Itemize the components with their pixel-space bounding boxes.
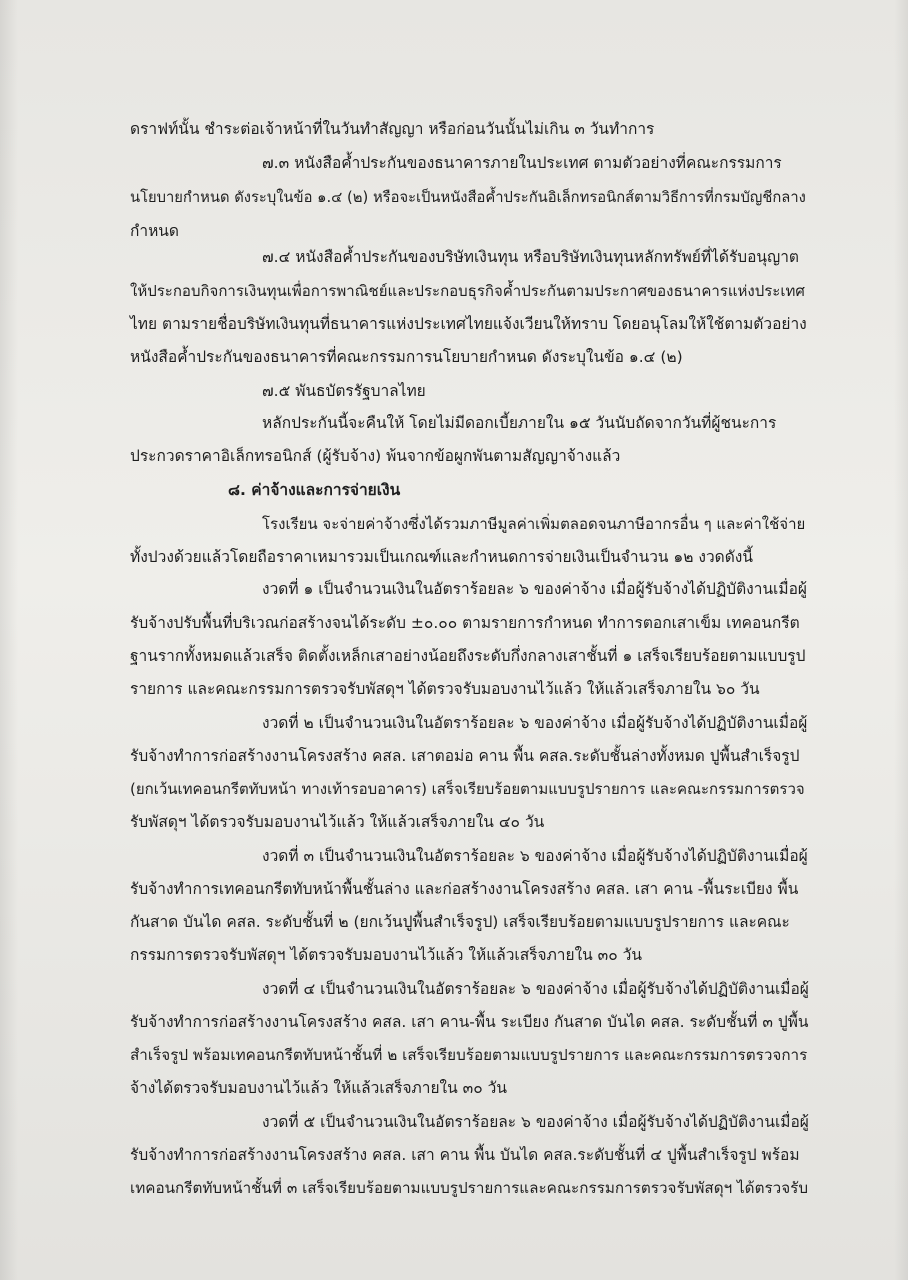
installment-4: งวดที่ ๔ เป็นจำนวนเงินในอัตราร้อยละ ๖ ของค่าจ้าง เมื่อผู้รับจ้างได้ปฏิบัติงานเมื่อผู้: [262, 980, 809, 998]
text-line: รับจ้างทำการก่อสร้างงานโครงสร้าง คสล. เสา คาน-พื้น ระเบียง กันสาด บันได คสล. ระดับชั้นที่ ๓ ปูพื้น: [130, 1013, 809, 1031]
text-line: สำเร็จรูป พร้อมเทคอนกรีตทับหน้าชั้นที่ ๒ เสร็จเรียบร้อยตามแบบรูปรายการ และคณะกรรมการตรวจการ: [130, 1046, 808, 1064]
text-line: กำหนด: [130, 222, 179, 240]
text-line: จ้างได้ตรวจรับมอบงานไว้แล้ว ให้แล้วเสร็จภายใน ๓๐ วัน: [130, 1079, 507, 1097]
text-line: กรรมการตรวจรับพัสดุฯ ได้ตรวจรับมอบงานไว้แล้ว ให้แล้วเสร็จภายใน ๓๐ วัน: [130, 946, 642, 964]
installment-1: งวดที่ ๑ เป็นจำนวนเงินในอัตราร้อยละ ๖ ของค่าจ้าง เมื่อผู้รับจ้างได้ปฏิบัติงานเมื่อผู้: [262, 580, 807, 598]
text-line: รับจ้างปรับพื้นที่บริเวณก่อสร้างจนได้ระดับ ±๐.๐๐ ตามรายการกำหนด ทำการตอกเสาเข็ม เทคอนกรีต: [130, 614, 800, 632]
text-line: หนังสือค้ำประกันของธนาคารที่คณะกรรมการนโยบายกำหนด ดังระบุในข้อ ๑.๔ (๒): [130, 348, 683, 366]
text-line: เทคอนกรีตทับหน้าชั้นที่ ๓ เสร็จเรียบร้อยตามแบบรูปรายการและคณะกรรมการตรวจรับพัสดุฯ ได้ตรวจรับ: [130, 1179, 809, 1197]
installment-2: งวดที่ ๒ เป็นจำนวนเงินในอัตราร้อยละ ๖ ของค่าจ้าง เมื่อผู้รับจ้างได้ปฏิบัติงานเมื่อผู้: [262, 714, 808, 732]
text-line: รับจ้างทำการก่อสร้างงานโครงสร้าง คสล. เสาตอม่อ คาน พื้น คสล.ระดับชั้นล่างทั้งหมด ปูพื้นสำเร็จรูป: [130, 747, 800, 765]
text-line: (ยกเว้นเทคอนกรีตทับหน้า ทางเท้ารอบอาคาร) เสร็จเรียบร้อยตามแบบรูปรายการ และคณะกรรมการตรวจ: [130, 780, 805, 798]
text-line: ประกวดราคาอิเล็กทรอนิกส์ (ผู้รับจ้าง) พ้นจากข้อผูกพันตามสัญญาจ้างแล้ว: [130, 447, 621, 465]
installment-3: งวดที่ ๓ เป็นจำนวนเงินในอัตราร้อยละ ๖ ของค่าจ้าง เมื่อผู้รับจ้างได้ปฏิบัติงานเมื่อผู้: [262, 847, 808, 865]
text-line: นโยบายกำหนด ดังระบุในข้อ ๑.๔ (๒) หรือจะเป็นหนังสือค้ำประกันอิเล็กทรอนิกส์ตามวิธีการที่กรมบัญชีกลาง: [130, 189, 806, 206]
text-line: โรงเรียน จะจ่ายค่าจ้างซึ่งได้รวมภาษีมูลค่าเพิ่มตลอดจนภาษีอากรอื่น ๆ และค่าใช้จ่าย: [262, 515, 806, 533]
text-line: ให้ประกอบกิจการเงินทุนเพื่อการพาณิชย์และประกอบธุรกิจค้ำประกันตามประกาศของธนาคารแห่งประเทศ: [130, 282, 805, 300]
text-line: ไทย ตามรายชื่อบริษัทเงินทุนที่ธนาคารแห่งประเทศไทยแจ้งเวียนให้ทราบ โดยอนุโลมให้ใช้ตามตัวอย่าง: [130, 315, 807, 333]
clause-7-3: ๗.๓ หนังสือค้ำประกันของธนาคารภายในประเทศ ตามตัวอย่างที่คณะกรรมการ: [262, 154, 782, 172]
clause-7-5: ๗.๕ พันธบัตรรัฐบาลไทย: [262, 382, 426, 400]
text-line: หลักประกันนี้จะคืนให้ โดยไม่มีดอกเบี้ยภายใน ๑๕ วันนับถัดจากวันที่ผู้ชนะการ: [262, 414, 777, 432]
text-line: ฐานรากทั้งหมดแล้วเสร็จ ติดตั้งเหล็กเสาอย่างน้อยถึงระดับกึ่งกลางเสาชั้นที่ ๑ เสร็จเรียบร้อยตามแบบรูป: [130, 647, 806, 665]
text-line: กันสาด บันได คสล. ระดับชั้นที่ ๒ (ยกเว้นปูพื้นสำเร็จรูป) เสร็จเรียบร้อยตามแบบรูปรายการ และคณะ: [130, 913, 790, 931]
text-line: รับพัสดุฯ ได้ตรวจรับมอบงานไว้แล้ว ให้แล้วเสร็จภายใน ๔๐ วัน: [130, 813, 545, 831]
text-line: ทั้งปวงด้วยแล้วโดยถือราคาเหมารวมเป็นเกณฑ์และกำหนดการจ่ายเงินเป็นจำนวน ๑๒ งวดดังนี้: [130, 548, 753, 566]
text-line: ดราฟท์นั้น ชำระต่อเจ้าหน้าที่ในวันทำสัญญา หรือก่อนวันนั้นไม่เกิน ๓ วันทำการ: [130, 120, 655, 138]
text-line: รายการ และคณะกรรมการตรวจรับพัสดุฯ ได้ตรวจรับมอบงานไว้แล้ว ให้แล้วเสร็จภายใน ๖๐ วัน: [130, 680, 760, 698]
text-line: รับจ้างทำการก่อสร้างงานโครงสร้าง คสล. เสา คาน พื้น บันได คสล.ระดับชั้นที่ ๔ ปูพื้นสำเร็จรูป พร้อม: [130, 1146, 800, 1164]
section-8-heading: ๘. ค่าจ้างและการจ่ายเงิน: [228, 481, 401, 499]
installment-5: งวดที่ ๕ เป็นจำนวนเงินในอัตราร้อยละ ๖ ของค่าจ้าง เมื่อผู้รับจ้างได้ปฏิบัติงานเมื่อผู้: [262, 1113, 809, 1131]
text-line: รับจ้างทำการเทคอนกรีตทับหน้าพื้นชั้นล่าง และก่อสร้างงานโครงสร้าง คสล. เสา คาน -พื้นระเบียง พื้น: [130, 880, 799, 898]
clause-7-4: ๗.๔ หนังสือค้ำประกันของบริษัทเงินทุน หรือบริษัทเงินทุนหลักทรัพย์ที่ได้รับอนุญาต: [262, 248, 799, 266]
